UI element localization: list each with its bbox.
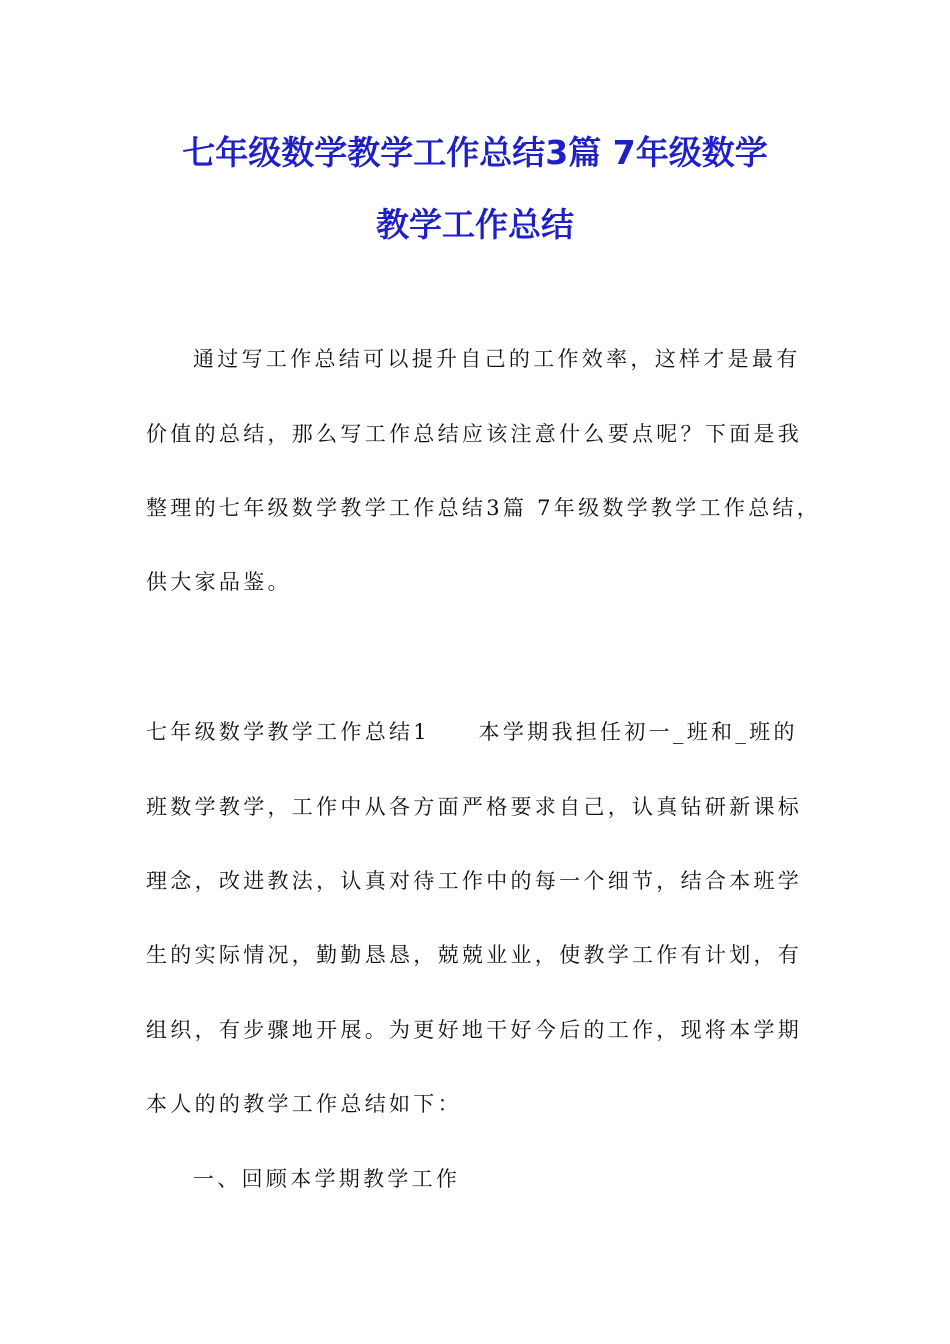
intro-paragraph-line: 价值的总结，那么写工作总结应该注意什么要点呢？下面是我 [146, 422, 803, 446]
intro-paragraph-line: 供大家品鉴。 [146, 570, 292, 594]
intro-paragraph-line: 通过写工作总结可以提升自己的工作效率，这样才是最有 [193, 347, 801, 371]
document-title-line-1: 七年级数学教学工作总结3篇 7年级数学 [182, 133, 768, 172]
body-paragraph-line: 理念，改进教法，认真对待工作中的每一个细节，结合本班学 [146, 869, 803, 893]
body-paragraph-line: 本人的的教学工作总结如下： [146, 1092, 462, 1116]
body-paragraph-line: 生的实际情况，勤勤恳恳，兢兢业业，使教学工作有计划，有 [146, 943, 803, 967]
section-heading: 一、回顾本学期教学工作 [193, 1167, 461, 1191]
body-paragraph-line: 班数学教学，工作中从各方面严格要求自己，认真钻研新课标 [146, 795, 803, 819]
body-paragraph-line: 组织，有步骤地开展。为更好地干好今后的工作，现将本学期 [146, 1018, 803, 1042]
body-paragraph-line: 七年级数学教学工作总结1 本学期我担任初一_班和_班的 [146, 720, 798, 744]
document-title-line-2: 教学工作总结 [376, 205, 574, 244]
intro-paragraph-line: 整理的七年级数学教学工作总结3篇 7年级数学教学工作总结， [146, 496, 822, 520]
